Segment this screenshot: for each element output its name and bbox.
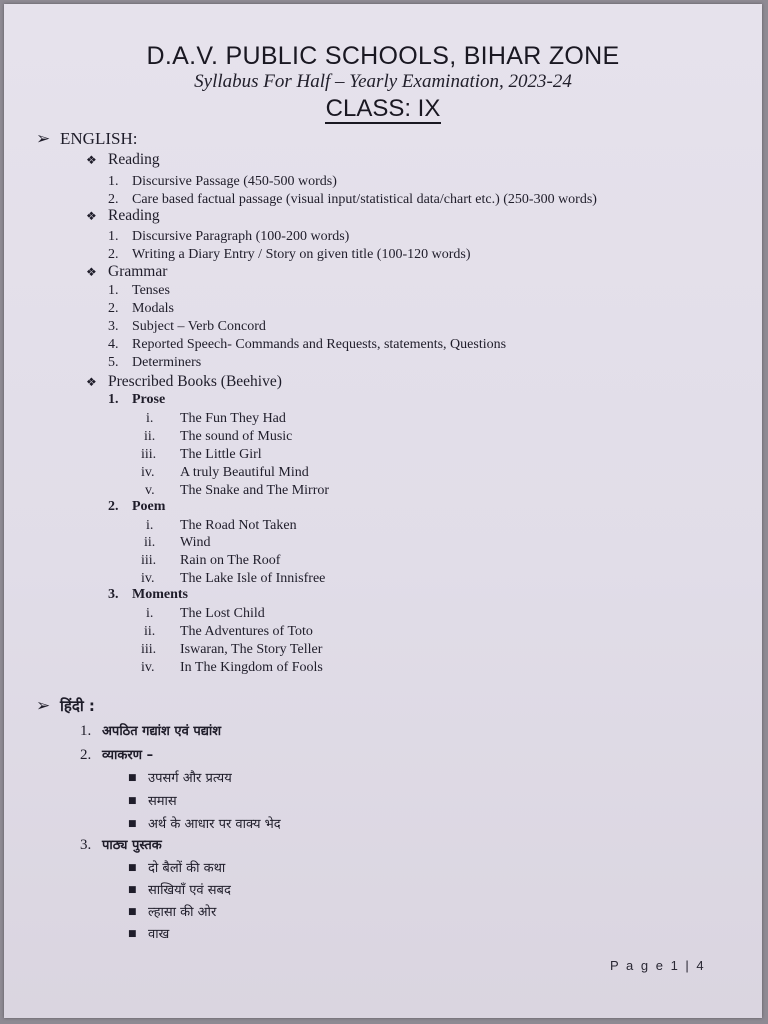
list-item: i. The Lost Child bbox=[146, 606, 265, 621]
square-bullet-icon: ■ bbox=[128, 885, 137, 895]
english-books bbox=[86, 373, 282, 391]
list-item: ■ दो बैलों की कथा bbox=[128, 861, 226, 876]
list-item: ■ अर्थ के आधार पर वाक्य भेद bbox=[128, 817, 281, 832]
list-item: iv. In The Kingdom of Fools bbox=[141, 660, 323, 675]
list-item: 2. Modals bbox=[108, 301, 174, 316]
english-reading-1-label: Reading bbox=[108, 151, 160, 168]
list-item: ii. Wind bbox=[144, 535, 211, 550]
syllabus-page bbox=[4, 4, 762, 1018]
moments-heading: 3. Moments bbox=[108, 587, 188, 602]
list-item: 4. Reported Speech- Commands and Requests, statements, Questions bbox=[108, 337, 507, 352]
list-item: ii. The sound of Music bbox=[144, 429, 293, 444]
list-item: v. The Snake and The Mirror bbox=[145, 483, 330, 498]
class-heading bbox=[4, 95, 762, 123]
list-item: ii. The Adventures of Toto bbox=[144, 624, 313, 639]
diamond-bullet-icon: ❖ bbox=[86, 375, 97, 389]
diamond-bullet-icon: ❖ bbox=[86, 265, 97, 279]
square-bullet-icon: ■ bbox=[128, 929, 137, 939]
list-item: 1. Discursive Paragraph (100-200 words) bbox=[108, 229, 350, 244]
section-english bbox=[36, 129, 137, 149]
diamond-bullet-icon: ❖ bbox=[86, 153, 97, 167]
arrow-bullet-icon: ➢ bbox=[36, 129, 51, 148]
list-item: iii. Iswaran, The Story Teller bbox=[141, 642, 323, 657]
list-item: ■ साखियाँ एवं सबद bbox=[128, 883, 231, 898]
list-item: 3. Subject – Verb Concord bbox=[108, 319, 266, 334]
list-item: i. The Road Not Taken bbox=[146, 518, 297, 533]
list-item: ■ उपसर्ग और प्रत्यय bbox=[128, 771, 232, 786]
english-reading-2 bbox=[86, 207, 160, 225]
section-hindi-label: हिंदी : bbox=[60, 697, 95, 715]
square-bullet-icon: ■ bbox=[128, 863, 137, 873]
square-bullet-icon: ■ bbox=[128, 773, 137, 783]
school-title: D.A.V. PUBLIC SCHOOLS, BIHAR ZONE bbox=[146, 42, 620, 70]
list-item: iv. A truly Beautiful Mind bbox=[141, 465, 309, 480]
prose-heading: 1. Prose bbox=[108, 392, 166, 407]
class-label: CLASS: IX bbox=[325, 95, 441, 122]
exam-subtitle: Syllabus For Half – Yearly Examination, 2023-24 bbox=[194, 71, 572, 92]
list-item: ■ ल्हासा की ओर bbox=[128, 905, 217, 920]
english-reading-1 bbox=[86, 151, 160, 169]
list-item: 5. Determiners bbox=[108, 355, 202, 370]
list-item: iii. The Little Girl bbox=[141, 447, 262, 462]
list-item: 2. Writing a Diary Entry / Story on given title (100-120 words) bbox=[108, 247, 471, 262]
list-item: ■ समास bbox=[128, 794, 177, 809]
section-hindi bbox=[36, 696, 95, 716]
english-reading-2-label: Reading bbox=[108, 207, 160, 224]
list-item: iii. Rain on The Roof bbox=[141, 553, 281, 568]
poem-heading: 2. Poem bbox=[108, 499, 166, 514]
hindi-item-2: 2. व्याकरण – bbox=[80, 747, 154, 763]
list-item: 1. Discursive Passage (450-500 words) bbox=[108, 174, 337, 189]
page-number: P a g e 1 | 4 bbox=[610, 958, 706, 973]
english-grammar bbox=[86, 263, 167, 281]
english-books-label: Prescribed Books (Beehive) bbox=[108, 373, 282, 390]
square-bullet-icon: ■ bbox=[128, 796, 137, 806]
arrow-bullet-icon: ➢ bbox=[36, 696, 51, 715]
hindi-item-1: 1. अपठित गद्यांश एवं पद्यांश bbox=[80, 723, 222, 739]
diamond-bullet-icon: ❖ bbox=[86, 209, 97, 223]
square-bullet-icon: ■ bbox=[128, 819, 137, 829]
list-item: i. The Fun They Had bbox=[146, 411, 286, 426]
hindi-item-3: 3. पाठ्य पुस्तक bbox=[80, 837, 162, 853]
list-item: iv. The Lake Isle of Innisfree bbox=[141, 571, 326, 586]
list-item: 2. Care based factual passage (visual input/statistical data/chart etc.) (250-300 words) bbox=[108, 192, 597, 207]
list-item: 1. Tenses bbox=[108, 283, 170, 298]
square-bullet-icon: ■ bbox=[128, 907, 137, 917]
list-item: ■ वाख bbox=[128, 927, 170, 942]
english-grammar-label: Grammar bbox=[108, 263, 168, 280]
section-english-label: ENGLISH: bbox=[60, 129, 138, 148]
